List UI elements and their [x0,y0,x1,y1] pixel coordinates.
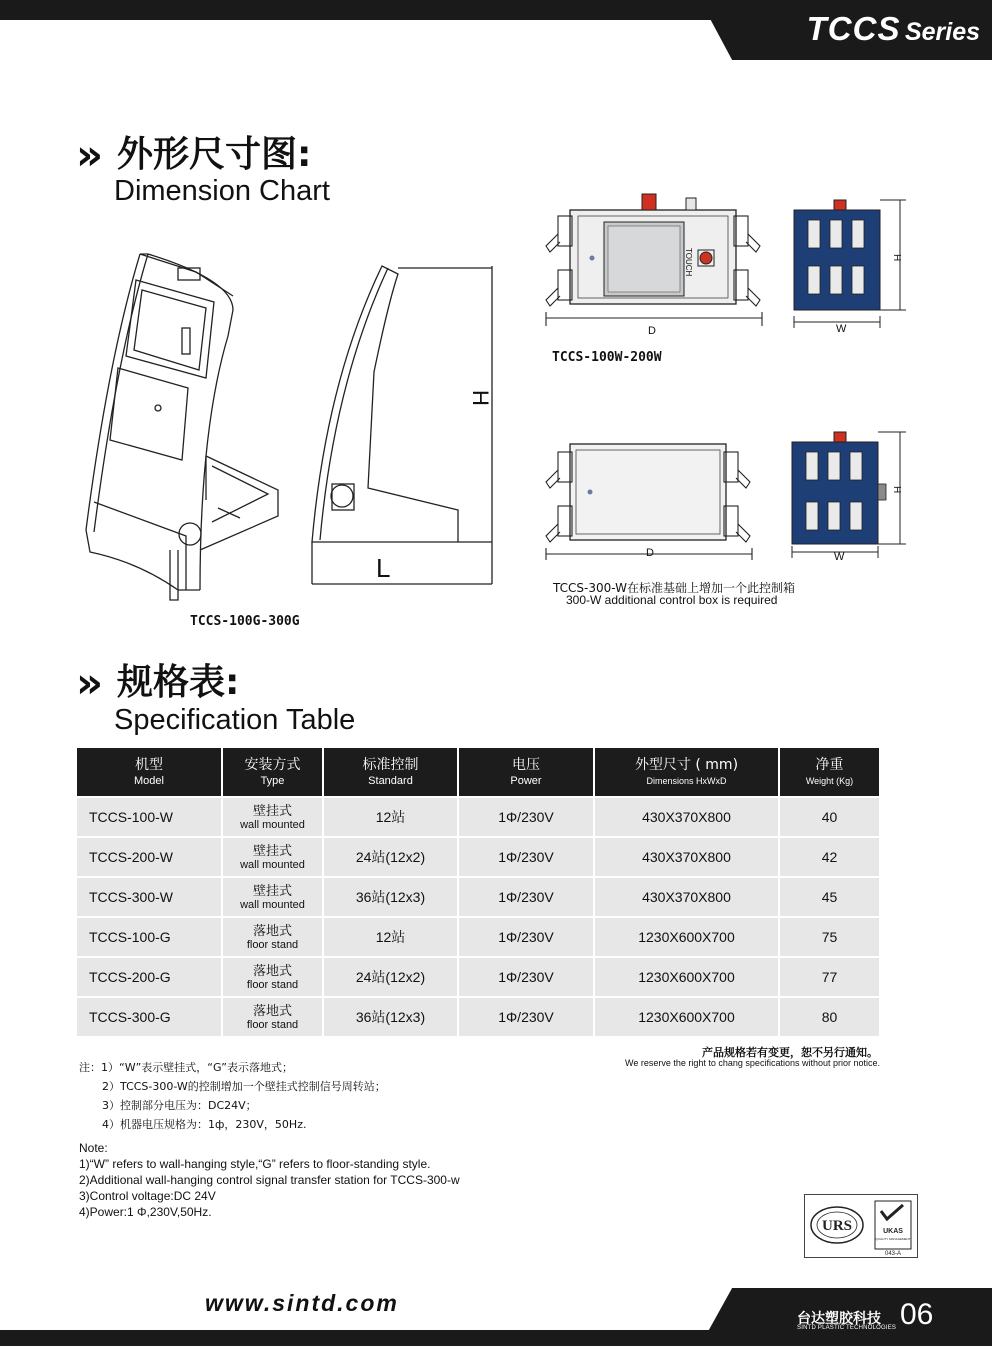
floor-cabinet-drawing [78,250,290,610]
length-label: L [376,553,391,583]
cell-model: TCCS-300-G [77,997,222,1036]
note-en-4: 4)Power:1 Φ,230V,50Hz. [79,1205,212,1219]
ukas-sub-label: QUALITY MANAGEMENT [875,1237,911,1241]
cell-weight: 45 [779,877,879,917]
table-row [77,917,879,957]
cell-type: 壁挂式 wall mounted [222,837,323,877]
cell-model: TCCS-200-G [77,957,222,997]
cell-standard: 24站(12x2) [323,957,458,997]
certification-logos [805,1195,917,1257]
cell-dimensions: 1230X600X700 [594,997,779,1036]
cell-type: 落地式 floor stand [222,957,323,997]
note-zh-1: 注：1）“W”表示壁挂式，“G”表示落地式； [79,1061,293,1074]
table-row [77,997,879,1036]
cell-model: TCCS-100-G [77,917,222,957]
cell-weight: 80 [779,997,879,1036]
header-weight: 净重 Weight (Kg) [779,748,879,797]
cell-power: 1Φ/230V [458,957,594,997]
cell-model: TCCS-100-W [77,797,222,837]
table-row [77,877,879,917]
ukas-label: UKAS [883,1228,903,1235]
company-name-en: SINTD PLASTIC TECHNOLOGIES [797,1325,897,1331]
cell-weight: 77 [779,957,879,997]
disclaimer-zh: 产品规格若有变更，恕不另行通知。 [702,1046,878,1059]
addon-box-front-drawing [538,436,772,564]
cell-dimensions: 1230X600X700 [594,957,779,997]
series-word: Series [904,18,980,46]
header-type: 安装方式 Type [222,748,323,797]
cell-weight: 75 [779,917,879,957]
note-en-title: Note: [79,1141,108,1155]
side-profile-drawing [308,262,498,590]
wall-box-side-drawing [786,196,910,332]
note-zh-3: 3）控制部分电压为：DC24V； [102,1099,257,1112]
cell-type: 落地式 floor stand [222,917,323,957]
cell-type: 壁挂式 wall mounted [222,797,323,837]
header-model: 机型 Model [77,748,222,797]
wall-box-front-drawing [538,188,772,336]
wall-front-d-label: D [648,325,656,336]
cell-dimensions: 1230X600X700 [594,917,779,957]
addon-side-w-label: W [834,551,845,560]
chevron-right-icon: » [76,658,104,707]
cell-weight: 42 [779,837,879,877]
header-standard: 标准控制 Standard [323,748,458,797]
cell-standard: 12站 [323,797,458,837]
cell-standard: 12站 [323,917,458,957]
cell-type: 落地式 floor stand [222,997,323,1036]
website-link[interactable]: www.sintd.com [205,1290,399,1316]
cell-standard: 24站(12x2) [323,837,458,877]
table-row [77,797,879,837]
cert-number: 043-A [884,1251,902,1257]
spec-title-zh: 规格表: [117,662,240,703]
note-en-1: 1)“W” refers to wall-hanging style,“G” refers to floor-standing style. [79,1157,431,1171]
addon-note-en: 300-W additional control box is required [566,593,778,607]
cell-standard: 36站(12x3) [323,997,458,1036]
header-power: 电压 Power [458,748,594,797]
cell-power: 1Φ/230V [458,997,594,1036]
note-zh-4: 4）机器电压规格为：1ф，230V，50Hz. [102,1118,307,1131]
cell-dimensions: 430X370X800 [594,877,779,917]
cell-model: TCCS-200-W [77,837,222,877]
dimension-title-zh: 外形尺寸图: [117,134,312,175]
cell-power: 1Φ/230V [458,797,594,837]
note-en-3: 3)Control voltage:DC 24V [79,1189,216,1203]
addon-note-zh: TCCS-300-W在标准基础上增加一个此控制箱 [553,581,795,595]
company-name-zh: 台达塑胶科技 [797,1311,881,1327]
addon-box-side-drawing [786,428,910,560]
disclaimer-en: We reserve the right to chang specifications without prior notice. [625,1058,880,1068]
cell-weight: 40 [779,797,879,837]
table-row [77,837,879,877]
wall-side-h-label: H [891,254,902,262]
note-en-2: 2)Additional wall-hanging control signal transfer station for TCCS-300-w [79,1173,460,1187]
cell-type: 壁挂式 wall mounted [222,877,323,917]
cell-model: TCCS-300-W [77,877,222,917]
addon-front-d-label: D [646,547,654,559]
dimension-title-en: Dimension Chart [114,175,330,207]
cell-dimensions: 430X370X800 [594,837,779,877]
addon-side-h-label: H [891,486,902,494]
note-zh-2: 2）TCCS-300-W的控制增加一个壁挂式控制信号周转站； [102,1080,386,1093]
spec-table [77,748,879,1036]
touch-label: TOUCH [684,248,693,277]
header-dimensions: 外型尺寸 ( mm) Dimensions HxWxD [594,748,779,797]
cell-power: 1Φ/230V [458,917,594,957]
height-label: H [468,390,493,406]
cell-dimensions: 430X370X800 [594,797,779,837]
wall-side-w-label: W [836,323,847,332]
page-number: 06 [900,1298,934,1331]
floor-caption: TCCS-100G-300G [190,614,300,629]
certification-box [804,1194,918,1258]
table-row [77,957,879,997]
chevron-right-icon: » [76,130,104,179]
wall-caption: TCCS-100W-200W [552,350,662,365]
series-brand: TCCS [806,10,901,47]
cell-power: 1Φ/230V [458,877,594,917]
cell-power: 1Φ/230V [458,837,594,877]
series-title [760,10,980,48]
table-header-row [77,748,879,797]
cell-standard: 36站(12x3) [323,877,458,917]
spec-title-en: Specification Table [114,704,356,736]
urs-label: URS [821,1218,853,1234]
